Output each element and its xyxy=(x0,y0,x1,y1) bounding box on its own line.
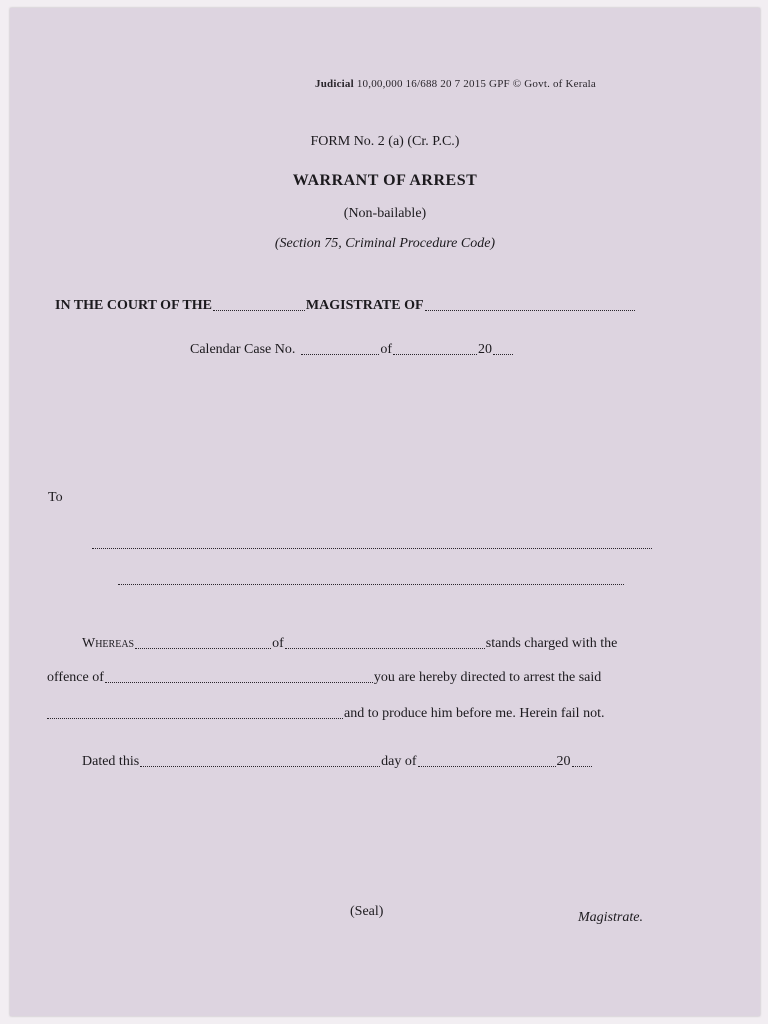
form-number: FORM No. 2 (a) (Cr. P.C.) xyxy=(310,134,460,149)
calendar-of-label: of xyxy=(380,342,393,357)
directed-text: you are hereby directed to arrest the said xyxy=(373,670,602,685)
calendar-case-label: Calendar Case No. xyxy=(190,342,296,357)
form-title: WARRANT OF ARREST xyxy=(292,172,478,189)
stands-charged-text: stands charged with the xyxy=(485,636,618,651)
dated-day-blank[interactable] xyxy=(140,765,380,767)
section-reference: (Section 75, Criminal Procedure Code) xyxy=(274,236,496,251)
magistrate-place-blank[interactable] xyxy=(425,309,635,311)
accused-name-blank-2[interactable] xyxy=(47,717,343,719)
produce-text: and to produce him before me. Herein fail not. xyxy=(344,706,605,721)
calendar-case-line xyxy=(190,342,514,358)
addressee-line-2[interactable] xyxy=(118,584,624,585)
addressee-line-1[interactable] xyxy=(92,548,652,549)
produce-line xyxy=(47,706,604,722)
imprint-judicial: Judicial xyxy=(315,78,354,90)
magistrate-of-label: MAGISTRATE OF xyxy=(305,298,424,313)
dated-year-blank[interactable] xyxy=(572,765,592,767)
day-of-label: day of xyxy=(381,754,417,769)
court-line xyxy=(55,298,636,314)
accused-name-blank[interactable] xyxy=(135,647,271,649)
offence-of-label: offence of xyxy=(47,670,104,685)
dated-line xyxy=(82,754,593,770)
dated-month-blank[interactable] xyxy=(418,765,556,767)
printer-imprint xyxy=(315,78,596,90)
addressee-label: To xyxy=(48,490,63,505)
whereas-of-label: of xyxy=(272,636,284,651)
offence-blank[interactable] xyxy=(105,681,373,683)
case-year-blank[interactable] xyxy=(393,353,477,355)
court-type-blank[interactable] xyxy=(213,309,305,311)
offence-line xyxy=(47,670,601,686)
magistrate-signature-label: Magistrate. xyxy=(578,910,643,925)
dated-year-prefix: 20 xyxy=(556,754,571,769)
whereas-label: Whereas xyxy=(82,636,135,651)
whereas-line xyxy=(82,636,617,652)
calendar-year-prefix: 20 xyxy=(478,342,493,357)
warrant-form-page xyxy=(10,8,760,1016)
form-subtitle: (Non-bailable) xyxy=(343,206,427,221)
court-label: IN THE COURT OF THE xyxy=(55,298,212,313)
calendar-year-blank[interactable] xyxy=(493,353,513,355)
seal-label: (Seal) xyxy=(350,904,384,919)
accused-address-blank[interactable] xyxy=(285,647,485,649)
imprint-details: 10,00,000 16/688 20 7 2015 GPF © Govt. of Kerala xyxy=(353,78,597,90)
dated-label: Dated this xyxy=(82,754,140,769)
case-number-blank[interactable] xyxy=(301,353,379,355)
